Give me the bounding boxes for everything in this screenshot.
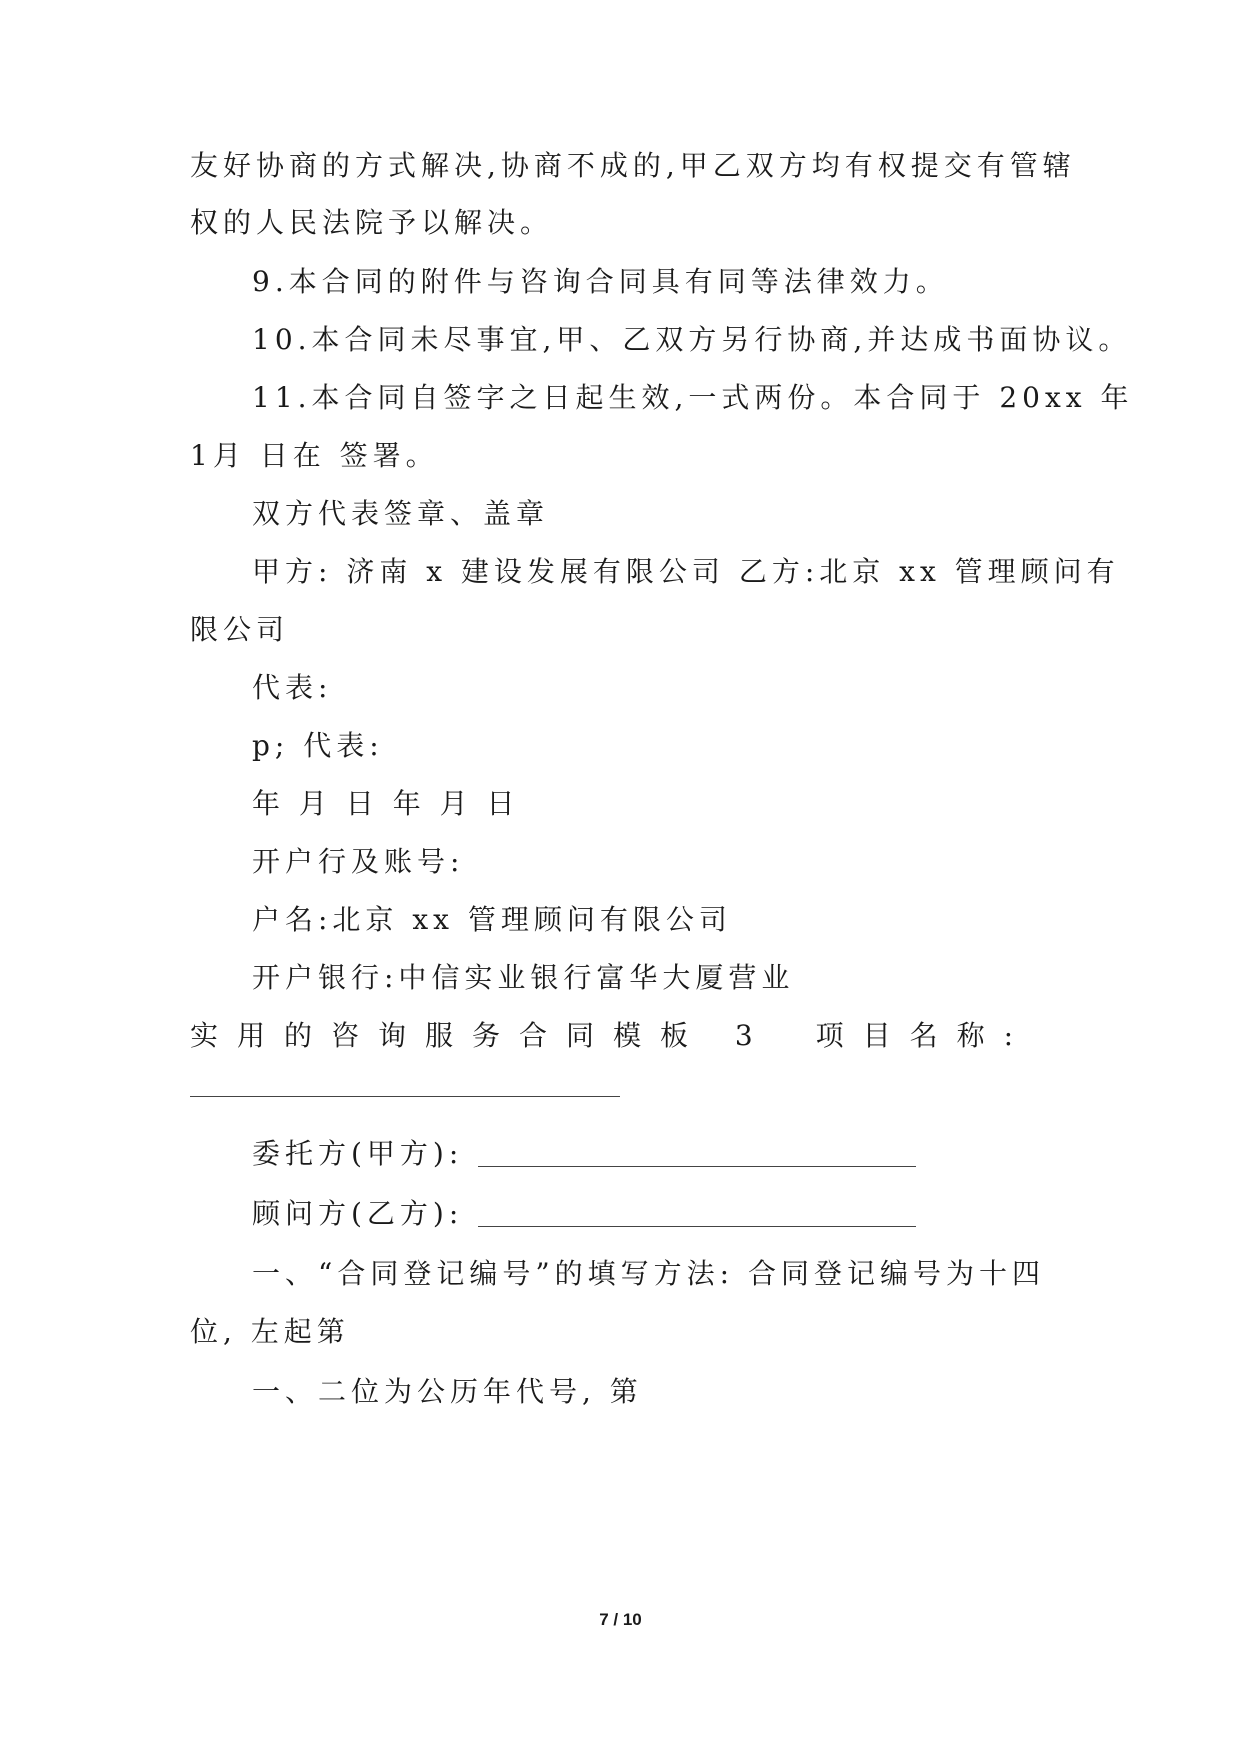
representative-a: 代表:	[252, 671, 333, 704]
paragraph-line: 1月 日在 签署。	[190, 439, 439, 472]
consultant-field-label: 顾问方(乙方):	[252, 1197, 464, 1230]
bank-branch: 开户银行:中信实业银行富华大厦营业	[252, 961, 795, 994]
bank-account: 开户行及账号:	[252, 845, 465, 878]
paragraph-line: 权的人民法院予以解决。	[190, 206, 554, 239]
paragraph-line: 友好协商的方式解决,协商不成的,甲乙双方均有权提交有管辖	[190, 149, 1076, 182]
paragraph-line: 限公司	[190, 613, 290, 646]
clause-10: 10.本合同未尽事宜,甲、乙双方另行协商,并达成书面协议。	[252, 323, 1132, 356]
project-name-label: 项目名称:	[815, 1019, 1032, 1052]
instruction-line: 位, 左起第	[190, 1315, 350, 1348]
template-title-row	[190, 1016, 1032, 1056]
page-number: 7 / 10	[599, 1610, 642, 1629]
account-name: 户名:北京 xx 管理顾问有限公司	[252, 903, 732, 936]
consultant-field-blank	[478, 1226, 916, 1227]
template-title: 实用的咨询服务合同模板 3	[190, 1019, 772, 1052]
project-name-blank	[190, 1096, 620, 1097]
signing-dates: 年 月 日 年 月 日	[252, 787, 520, 820]
signature-heading: 双方代表签章、盖章	[252, 497, 550, 530]
representative-b: p; 代表:	[252, 729, 384, 762]
instruction-line: 一、“合同登记编号”的填写方法: 合同登记编号为十四	[252, 1257, 1045, 1290]
party-names: 甲方: 济南 x 建设发展有限公司 乙方:北京 xx 管理顾问有	[252, 555, 1120, 588]
client-field-label: 委托方(甲方):	[252, 1137, 464, 1170]
instruction-line: 一、二位为公历年代号, 第	[252, 1375, 643, 1408]
client-field-blank	[478, 1166, 916, 1167]
clause-11: 11.本合同自签字之日起生效,一式两份。本合同于 20xx 年	[252, 381, 1134, 414]
clause-9: 9.本合同的附件与咨询合同具有同等法律效力。	[252, 265, 949, 298]
